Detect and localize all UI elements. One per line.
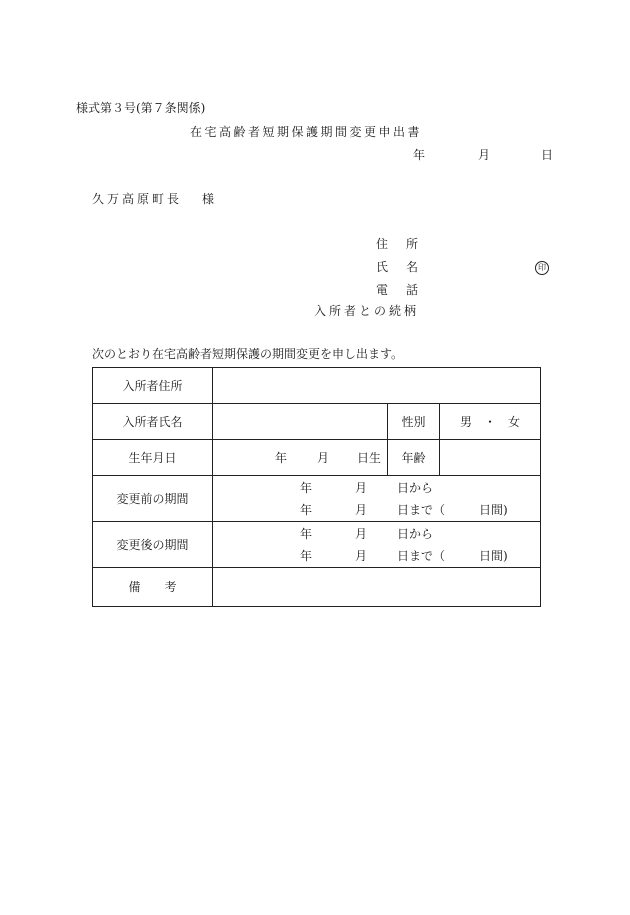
resident-address-label: 入所者住所 — [93, 368, 213, 404]
addressee: 久万高原町長 — [92, 192, 183, 206]
birthdate-field[interactable] — [213, 440, 388, 476]
remarks-label: 備 考 — [93, 568, 213, 607]
remarks-field[interactable] — [213, 568, 541, 607]
after-until-year: 年 — [300, 549, 313, 563]
name-label: 氏 名 — [376, 260, 422, 274]
application-table — [92, 367, 541, 607]
row-before-period — [93, 476, 541, 522]
birth-month: 月 — [317, 451, 330, 465]
address-label: 住 所 — [376, 237, 422, 251]
before-from-year: 年 — [300, 481, 313, 495]
after-days-text: 日間) — [479, 549, 508, 563]
before-until-month: 月 — [355, 503, 368, 517]
age-label: 年齢 — [388, 440, 440, 476]
after-until-month: 月 — [355, 549, 368, 563]
birth-day: 日生 — [357, 451, 382, 465]
date-year: 年 — [413, 148, 426, 162]
document-title: 在宅高齢者短期保護期間変更申出書 — [190, 125, 423, 139]
honorific: 様 — [202, 192, 215, 206]
birth-year: 年 — [275, 451, 288, 465]
before-period-field[interactable] — [213, 476, 541, 522]
row-resident-name — [93, 404, 541, 440]
sex-options[interactable]: 男 ・ 女 — [440, 404, 541, 440]
statement: 次のとおり在宅高齢者短期保護の期間変更を申し出ます。 — [92, 347, 404, 361]
seal-icon: 印 — [535, 261, 549, 275]
sex-label: 性別 — [388, 404, 440, 440]
after-period-label: 変更後の期間 — [93, 522, 213, 568]
row-after-period — [93, 522, 541, 568]
after-from-year: 年 — [300, 527, 313, 541]
resident-name-label: 入所者氏名 — [93, 404, 213, 440]
form-number: 様式第３号(第７条関係) — [76, 101, 206, 115]
date-day: 日 — [541, 148, 554, 162]
date-month: 月 — [478, 148, 491, 162]
row-resident-address — [93, 368, 541, 404]
after-from-text: 日から — [397, 527, 434, 541]
before-from-month: 月 — [355, 481, 368, 495]
relationship-label: 入所者との続柄 — [314, 304, 420, 318]
before-period-label: 変更前の期間 — [93, 476, 213, 522]
row-remarks — [93, 568, 541, 607]
row-birthdate — [93, 440, 541, 476]
phone-label: 電 話 — [376, 283, 422, 297]
resident-address-field[interactable] — [213, 368, 541, 404]
after-from-month: 月 — [355, 527, 368, 541]
before-days-text: 日間) — [479, 503, 508, 517]
after-period-field[interactable] — [213, 522, 541, 568]
before-from-text: 日から — [397, 481, 434, 495]
before-until-text: 日まで（ — [397, 503, 446, 517]
resident-name-field[interactable] — [213, 404, 388, 440]
after-until-text: 日まで（ — [397, 549, 446, 563]
before-until-year: 年 — [300, 503, 313, 517]
age-field[interactable] — [440, 440, 541, 476]
seal-mark — [535, 260, 549, 275]
birthdate-label: 生年月日 — [93, 440, 213, 476]
